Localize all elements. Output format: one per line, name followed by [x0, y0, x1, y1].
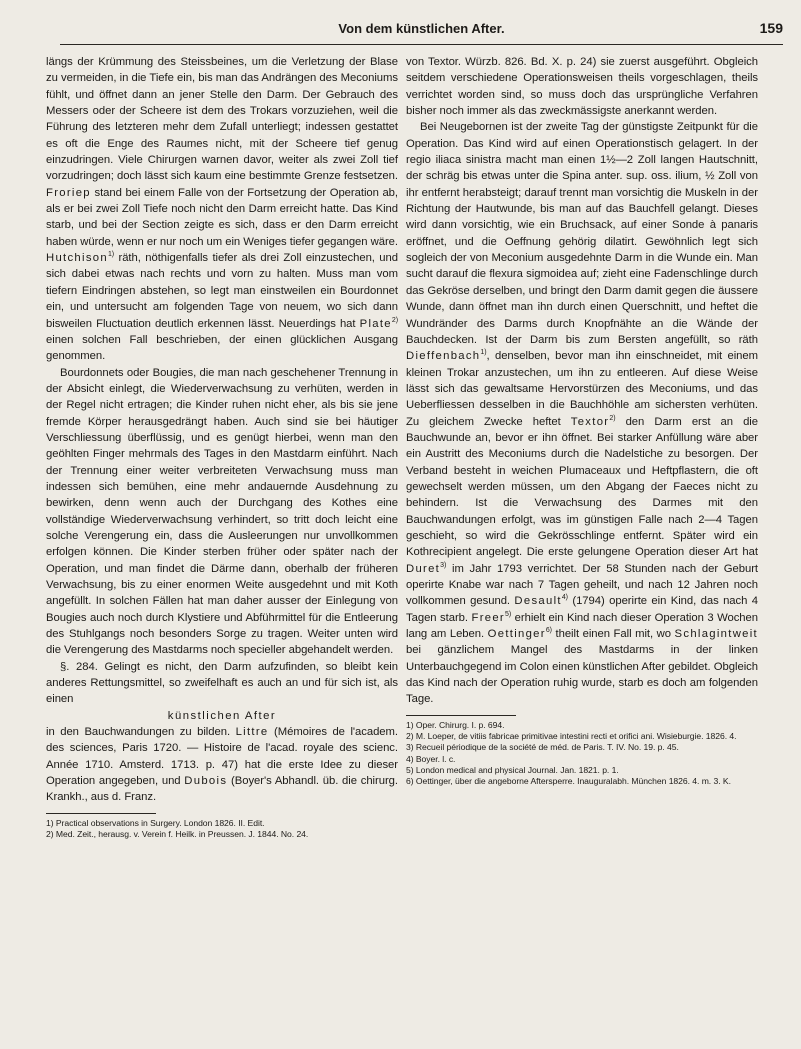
footnote: 1) Practical observations in Surgery. London 1826. II. Edit.: [46, 817, 265, 828]
author-name: Dieffenbach: [406, 350, 481, 363]
left-paragraph-2: Bourdonnets oder Bougies, die man nach geschehener Trennung in der Absicht einlegt, die Wiederverwachsung zu verhüten, werden in der Regel nicht ertragen; die Kinder ruhen nicht eher, als bis sie jene fremde Körper herausgedrängt haben. Auch sind sie bei häutiger Verschliessung überflüssig, und es genügt hierbei, wenn man den geöhlten Finger mehrmals des Tages in den Mastdarm einführt. Nach der Trennung einer weiter verbreiteten Verwachsung muss man indessen sich bemühen, eine mehr andauernde Ausdehnung zu bewirken, denn wenn auch der Durchgang des Kothes eine vollständige Wiederverwachsung verhindert, so tritt doch leicht eine solche Verengerung ein, dass die Ausleerungen nur unvollkommen erfolgen können. Die Kinder sterben früher oder später nach der Operation, und man findet die Därme dann, oberhalb der früheren Verwachsung, bis zu einer enormen Weite ausgedehnt und mit Koth angefüllt. In solchen Fällen hat man daher ausser der Einlegung von Bougies auch noch durch Klystiere und Abführmittel für die Entleerung des Stuhlgangs noch besonders Sorge zu tragen. Weiter unten wird die Verengerung des Mastdarms noch specieller abgehandelt werden.: [46, 366, 398, 657]
footnote: 4) Boyer. l. c.: [406, 753, 456, 764]
footnote-divider: [406, 715, 516, 716]
author-name: Froriep: [46, 186, 91, 199]
author-name: Littre: [235, 726, 269, 739]
footnote: 2) Med. Zeit., herausg. v. Verein f. Heilk. in Preussen. J. 1844. No. 24.: [46, 829, 309, 840]
author-name: Freer: [471, 611, 505, 624]
author-name: Duret: [406, 562, 441, 575]
page-number: 159: [759, 20, 783, 36]
author-name: Textor: [570, 415, 610, 428]
author-name: Schlagintweit: [674, 628, 758, 641]
author-name: Desault: [514, 595, 562, 608]
left-footnotes: [46, 818, 398, 841]
author-name: Dubois: [184, 775, 228, 788]
footnote: 5) London medical and physical Journal. Jan. 1821. p. 1.: [406, 764, 619, 775]
footnote: 2) M. Loeper, de vitiis fabricae primitivae intestini recti et orifici ani. Wisieburgie. 1826. 4.: [406, 731, 737, 742]
left-paragraph-3: §. 284. Gelingt es nicht, den Darm aufzufinden, so bleibt kein anderes Rettungsmittel, so zweifelhaft es auch an und für sich ist, als einen: [46, 660, 398, 706]
footnote: 3) Recueil périodique de la société de méd. de Paris. T. IV. No. 19. p. 45.: [406, 742, 679, 753]
footnote: 1) Oper. Chirurg. I. p. 694.: [406, 719, 505, 730]
footnote: 6) Oettinger, über die angeborne Aftersperre. Inauguralabh. München 1826. 4. m. 3. K.: [406, 776, 731, 787]
running-header: [60, 16, 783, 45]
section-heading: künstlichen After: [167, 709, 277, 722]
left-column: [46, 54, 398, 840]
author-name: Oettinger: [487, 628, 546, 641]
left-paragraph-4: in den Bauchwandungen zu bilden. Littre (Mémoires de l'academ. des sciences, Paris 1720. — Histoire de l'acad. royale des scienc. Année 1710. Amsterd. 1713. p. 47) hat die erste Idee zu dieser Operation angegeben, und Dubois (Boyer's Abhandl. üb. die chirurg. Krankh., aus d. Franz.: [46, 726, 398, 804]
left-paragraph-1: längs der Krümmung des Steissbeines, um die Verletzung der Blase zu vermeiden, in die Tiefe ein, bis man das Andrängen des Meconiums fühlt, und öffnet dann an jener Stelle den Darm. Der Gebrauch des Messers oder der Scheere ist dem des Trokars vorzuziehen, weil die Führung des letzteren mehr dem Zufall unterliegt; indessen gestattet es oft die Enge des Raumes nicht, mit der Scheere tief genug einzudringen. Viele Chirurgen warnen davor, weiter als zwei Zoll tief vorzudringen; doch lässt sich kaum eine bestimmte Grenze festsetzen. Froriep stand bei einem Falle von der Fortsetzung der Operation ab, als er bei zwei Zoll Tiefe noch nicht den Darm erreicht hatte. Das Kind starb, und bei der Section zeigte es sich, dass er den Darm erreicht haben würde, wenn er nur noch um ein Weniges tiefer gegangen wäre. Hutchison$^{1)}$ räth, nöthigenfalls tiefer als drei Zoll einzustechen, und sich dabei etwas nach rechts und vorn zu halten. Muss man vom tiefern Eindringen abstehen, so legt man einstweilen ein Bourdonnet ein, und untersucht am folgenden Tage von neuem, wo sich dann bisweilen Fluctuation deutlich erkennen lässt. Neuerdings hat Plate$^{2)}$ einen solchen Fall beschrieben, der einen glücklichen Ausgang genommen.: [46, 56, 398, 363]
right-column: [406, 54, 758, 788]
author-name: Plate: [359, 317, 392, 330]
right-paragraph-1: von Textor. Würzb. 826. Bd. X. p. 24) sie zuerst ausgeführt. Obgleich seitdem verschiedene Operationsweisen theils vorgeschlagen, theils verrichtet worden sind, so muss doch das ursprüngliche Verfahren bisher noch immer als das zweckmässigste anerkannt werden.: [406, 56, 758, 118]
right-footnotes: [406, 720, 758, 788]
running-title: Von dem künstlichen After.: [338, 21, 505, 36]
footnote-divider: [46, 813, 156, 814]
right-paragraph-2: Bei Neugebornen ist der zweite Tag der günstigste Zeitpunkt für die Operation. Das Kind wird auf einen Operationstisch gelagert. In der regio iliaca sinistra macht man einen 1½—2 Zoll langen Hautschnitt, der schräg bis etwas unter die Spina anter. sup. oss. ilium, ½ Zoll von ihr entfernt herabsteigt; darauf trennt man vorsichtig die Muskeln in der Richtung der Hautwunde, bis man auf das Bauchfell gelangt. Dieses wird dann vorsichtig, wie ein Bruchsack, auf einer Sonde à panaris eröffnet, und die Oeffnung gehörig dilatirt. Gewöhnlich legt sich sogleich der von Meconium ausgedehnte Darm in die Wunde ein. Man sucht darauf die flexura sigmoidea auf; zieht eine Fadenschlinge durch das Gekröse derselben, und bringt den Darm damit gegen die äussere Wunde, dann öffnet man ihn durch einen Querschnitt, und heftet die Wundränder des Darms durch Knopfnähte an die Wände der Bauchdecken. Ist der Darm bis zum Bersten angefüllt, so räth Dieffenbach$^{1)}$, denselben, bevor man ihn einschneidet, mit einem kleinen Trokar anzustechen, um ihn zu entleeren. Auf diese Weise lässt sich das gewaltsame Hervorstürzen des Meconiums, und das Ueberfliessen desselben in die Bauchhöhle am sichersten verhüten. Zu gleichem Zwecke heftet Textor$^{2)}$ den Darm erst an die Bauchwunde an, bevor er ihn öffnet. Bei starker Anfüllung wäre aber ein Austritt des Meconiums durch die Nadelstiche zu besorgen. Der Verband besteht in weichen Plumaceaux und Heftpflastern, die oft gewechselt werden müssen, um den Abgang der Faeces nicht zu behindern. Ist die Verwachsung des Darmes mit den Bauchwandungen erfolgt, was im günstigen Falle nach 2—4 Tagen geschieht, so wird die Gekrösschlinge entfernt. Später wird ein Kothrecipient angelegt. Die erste gelungene Operation dieser Art hat Duret$^{3)}$ im Jahr 1793 verrichtet. Der 58 Stunden nach der Geburt operirte Knabe war nach 7 Tagen geheilt, und nach 12 Jahren noch vollkommen gesund. Desault$^{4)}$ (1794) operirte ein Kind, das nach 4 Tagen starb. Freer$^{5)}$ erhielt ein Kind nach dieser Operation 3 Wochen lang am Leben. Oettinger$^{6)}$ theilt einen Fall mit, wo Schlagintweit bei gänzlichem Mangel des Mastdarms in der linken Unterbauchgegend im Colon einen künstlichen After gebildet. Obgleich das Kind nach der Operation ruhig wurde, starb es doch am folgenden Tage.: [406, 121, 759, 706]
author-name: Hutchison: [46, 252, 108, 265]
